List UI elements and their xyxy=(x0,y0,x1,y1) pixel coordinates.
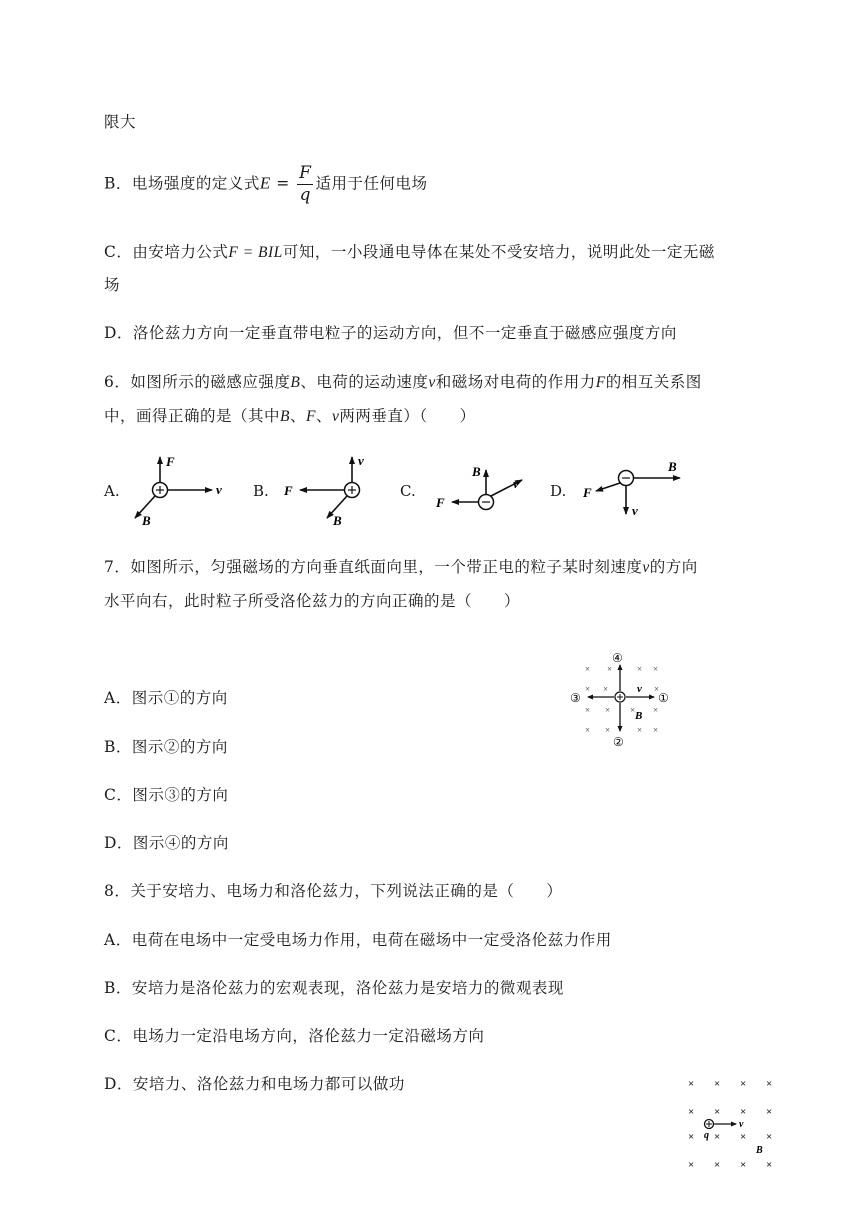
svg-text:×: × xyxy=(740,1106,747,1118)
fraction-denominator: q xyxy=(299,185,311,205)
svg-text:×: × xyxy=(714,1131,721,1143)
q6-text: 的相互关系图 xyxy=(605,373,702,391)
q6-text: 、 xyxy=(289,407,306,425)
continued-text: 限大 xyxy=(104,113,137,131)
svg-text:×: × xyxy=(605,725,611,735)
q7-stem-line2: 水平向右，此时粒子所受洛伦兹力的方向正确的是（ ） xyxy=(104,592,521,610)
q7-stem-line1 xyxy=(104,555,698,577)
q6-option-b-label: B. xyxy=(253,482,269,500)
svg-text:×: × xyxy=(630,705,636,715)
q6-option-a-label: A. xyxy=(104,482,120,500)
symbol-b: B xyxy=(290,374,301,391)
svg-text:×: × xyxy=(766,1106,773,1118)
q7-text: 7．如图所示，匀强磁场的方向垂直纸面向里，一个带正电的粒子某时刻速度 xyxy=(104,558,643,576)
q8-option-b: B．安培力是洛伦兹力的宏观表现，洛伦兹力是安培力的微观表现 xyxy=(104,979,564,997)
svg-text:×: × xyxy=(740,1159,747,1171)
svg-text:×: × xyxy=(585,725,591,735)
label-4: ④ xyxy=(612,651,623,665)
diagram-b xyxy=(283,453,364,528)
label-b: B xyxy=(142,513,151,528)
svg-text:×: × xyxy=(766,1159,773,1171)
q6-text: 、 xyxy=(315,407,332,425)
svg-text:×: × xyxy=(740,1131,747,1143)
q7-text: 的方向 xyxy=(649,558,698,576)
svg-text:×: × xyxy=(637,664,643,674)
svg-text:×: × xyxy=(605,705,611,715)
label-v: v xyxy=(513,476,519,491)
svg-text:×: × xyxy=(653,705,659,715)
svg-text:×: × xyxy=(688,1131,695,1143)
svg-text:×: × xyxy=(766,1131,773,1143)
svg-text:×: × xyxy=(585,705,591,715)
label-v: v xyxy=(637,683,642,695)
svg-text:×: × xyxy=(637,725,643,735)
label-b: B xyxy=(635,710,643,722)
q6-option-c-label: C. xyxy=(400,482,416,500)
diagram-d xyxy=(582,459,680,518)
label-2: ② xyxy=(613,735,624,749)
label-f: F xyxy=(284,483,293,498)
q8-option-d: D．安培力、洛伦兹力和电场力都可以做功 xyxy=(104,1075,405,1093)
svg-text:×: × xyxy=(585,664,591,674)
q7-option-b: B．图示②的方向 xyxy=(104,738,228,756)
q8-option-c: C．电场力一定沿电场方向，洛伦兹力一定沿磁场方向 xyxy=(104,1027,485,1045)
label-q: q xyxy=(704,1130,709,1141)
label-v: v xyxy=(216,482,222,497)
formula-eq: = xyxy=(270,174,296,193)
svg-text:×: × xyxy=(688,1159,695,1171)
label-v: v xyxy=(739,1119,744,1130)
label-b: B xyxy=(333,513,342,528)
svg-text:×: × xyxy=(653,664,659,674)
q6-option-d-label: D. xyxy=(550,482,567,500)
symbol-v: v xyxy=(428,374,436,391)
symbol-v: v xyxy=(331,408,340,425)
symbol-b: B xyxy=(280,408,290,425)
label-v: v xyxy=(358,453,364,468)
q6-text: 中，画得正确的是（其中 xyxy=(104,407,281,425)
diagram-c xyxy=(435,464,522,510)
svg-text:×: × xyxy=(688,1078,695,1090)
svg-text:×: × xyxy=(603,684,609,694)
svg-text:×: × xyxy=(740,1078,747,1090)
label-1: ① xyxy=(658,691,669,705)
q7-option-c: C．图示③的方向 xyxy=(104,786,229,804)
svg-text:×: × xyxy=(688,1106,695,1118)
q6-text: 、电荷的运动速度 xyxy=(300,373,429,391)
diagram-a xyxy=(135,454,222,528)
svg-text:×: × xyxy=(714,1106,721,1118)
symbol-f: F xyxy=(306,408,316,425)
svg-text:×: × xyxy=(607,664,613,674)
q8-option-a: A．电荷在电场中一定受电场力作用，电荷在磁场中一定受洛伦兹力作用 xyxy=(104,931,612,949)
q5-c-prefix: C．由安培力公式 xyxy=(104,243,229,261)
fraction-numerator: F xyxy=(299,163,312,183)
svg-text:×: × xyxy=(585,684,591,694)
q7-option-d: D．图示④的方向 xyxy=(104,834,229,852)
label-b: B xyxy=(756,1145,763,1156)
symbol-v: v xyxy=(642,559,650,576)
label-f: F xyxy=(166,454,175,469)
svg-text:×: × xyxy=(654,684,660,694)
q5-option-c-wrap: 场 xyxy=(104,276,121,294)
label-f: F xyxy=(436,495,445,510)
q5-option-d: D．洛伦兹力方向一定垂直带电粒子的运动方向，但不一定垂直于磁感应强度方向 xyxy=(104,324,677,342)
q8-stem: 8．关于安培力、电场力和洛伦兹力，下列说法正确的是（ ） xyxy=(104,882,563,900)
label-b: B xyxy=(668,459,677,474)
q6-text: 和磁场对电荷的作用力 xyxy=(435,373,596,391)
svg-text:×: × xyxy=(714,1159,721,1171)
q6-text: 两两垂直）（ ） xyxy=(339,407,476,425)
q9-field-diagram xyxy=(680,1070,790,1175)
svg-text:×: × xyxy=(714,1078,721,1090)
q5-b-suffix: 适用于任何电场 xyxy=(315,174,428,193)
q5-c-suffix: 可知，一小段通电导体在某处不受安培力，说明此处一定无磁 xyxy=(282,243,715,261)
label-b: B xyxy=(472,464,481,479)
label-3: ③ xyxy=(570,691,581,705)
formula-e: E xyxy=(259,173,271,193)
q7-field-diagram xyxy=(560,645,690,755)
label-f: F xyxy=(583,485,592,500)
q5-b-prefix: B．电场强度的定义式 xyxy=(104,174,260,193)
ampere-formula: F = BIL xyxy=(228,244,283,261)
svg-text:×: × xyxy=(653,725,659,735)
label-v: v xyxy=(632,503,638,518)
q6-text: 6．如图所示的磁感应强度 xyxy=(104,373,291,391)
svg-text:×: × xyxy=(766,1078,773,1090)
q7-option-a: A．图示①的方向 xyxy=(104,689,228,707)
symbol-f: F xyxy=(595,374,606,391)
